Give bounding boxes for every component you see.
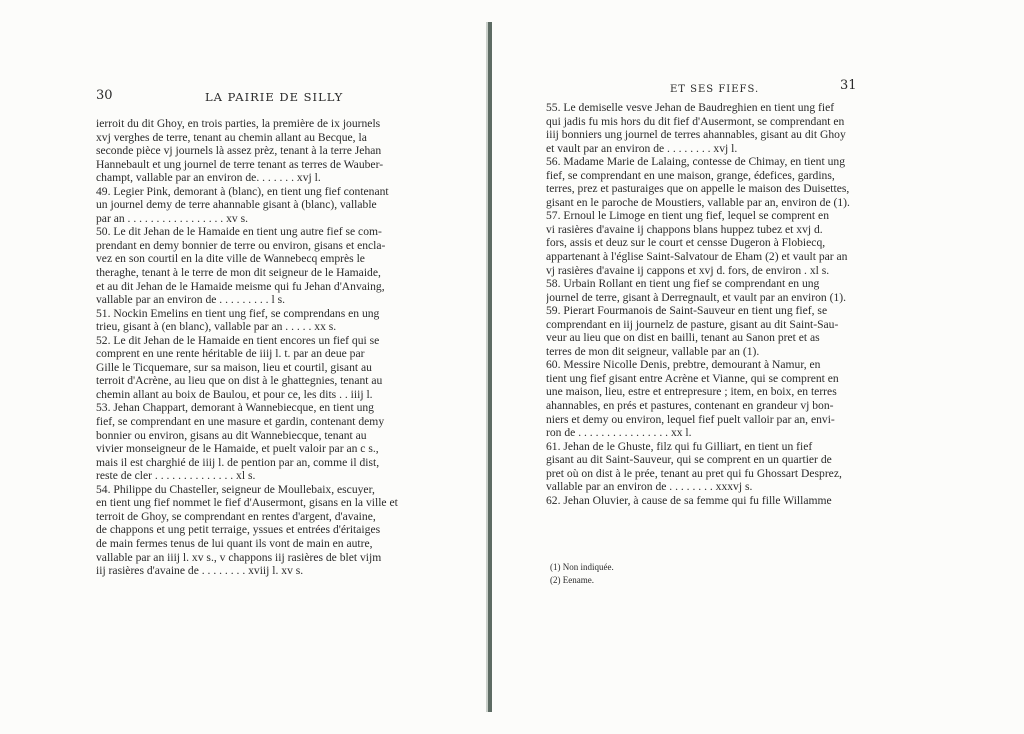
text-line: bonnier ou environ, gisans au dit Wannebiecque, tenant au (96, 428, 367, 442)
text-line: ron de . . . . . . . . . . . . . . . . xx l. (546, 426, 692, 440)
text-line: de main fermes tenus de lui quant ils vont de main en autre, (96, 536, 373, 550)
text-line: un journel demy de terre ahannable gisant à (blanc), vallable (96, 198, 377, 212)
page-body (546, 101, 862, 507)
text-line: terres, prez et pasturaiges que on appelle le maison des Duisettes, (546, 182, 850, 196)
text-line: pret où on dist à le prée, tenant au pret qui fu Ghossart Desprez, (546, 466, 842, 480)
left-page (0, 0, 486, 734)
text-line: vallable par an iiij l. xv s., v chappons iij rasières de blet vijm (96, 550, 382, 564)
text-line: 62. Jehan Oluvier, à cause de sa femme qui fu fille Willamme (546, 493, 832, 507)
text-line: vallable par an environ de . . . . . . . . xxxvj s. (546, 480, 753, 494)
text-line: qui jadis fu mis hors du dit fief d'Ausermont, se comprendant en (546, 114, 845, 128)
text-line: une maison, lieu, estre et entrepresure ; item, en boix, en terres (546, 385, 837, 399)
text-line: fors, assis et deuz sur le court et censse Dugeron à Flobiecq, (546, 236, 826, 250)
text-line: vallable par an environ de . . . . . . . . . l s. (96, 293, 285, 307)
right-page (492, 0, 1024, 734)
text-line: 55. Le demiselle vesve Jehan de Baudreghien en tient ung fief (546, 101, 835, 114)
text-line: theraghe, tenant à le terre de mon dit seigneur de le Hamaide, (96, 266, 381, 280)
page-number: 30 (96, 88, 113, 103)
text-line: gisant au dit Saint-Sauveur, qui se comprent en un quartier de (546, 453, 832, 467)
text-line: reste de cler . . . . . . . . . . . . . . xl s. (96, 469, 256, 483)
footnote: (1) Non indiquée. (550, 562, 614, 572)
text-line: terres de mon dit seigneur, vallable par an (1). (546, 344, 760, 358)
text-line: terroit d'Acrène, au lieu que on dist à le ghattegnies, tenant au (96, 374, 383, 388)
text-line: iiij bonniers ung journel de terres ahannables, gisant au dit Ghoy (546, 128, 846, 142)
text-line: 58. Urbain Rollant en tient ung fief se comprendant en ung (546, 277, 820, 291)
text-line: prendant en demy bonnier de terre ou environ, gisans et encla- (96, 238, 386, 252)
text-line: vez en son courtil en la dite ville de Wannebecq emprès le (96, 252, 365, 266)
text-line: seconde pièce vj journels là assez prèz, tenant à la terre Jehan (96, 144, 382, 158)
text-line: 49. Legier Pink, demorant à (blanc), en tient ung fief contenant (96, 184, 389, 198)
text-line: Gille le Ticquemare, sur sa maison, lieu et courtil, gisant au (96, 360, 372, 374)
text-line: mais il est charghié de iiij l. de pention par an, comme il dist, (96, 455, 380, 469)
text-line: et au dit Jehan de le Hamaide meisme qui fu Jehan d'Anvaing, (96, 279, 385, 293)
text-line: gisant en le paroche de Moustiers, vallable par an, environ de (1). (546, 195, 850, 209)
text-line: 51. Nockin Emelins en tient ung fief, se comprendans en ung (96, 306, 380, 320)
text-line: trieu, gisant à (en blanc), vallable par an . . . . . xx s. (96, 320, 337, 334)
text-line: vivier monseigneur de le Hamaide, et puelt valoir par an c s., (96, 442, 379, 456)
text-line: tient ung fief gisant entre Acrène et Vianne, qui se comprent en (546, 371, 839, 385)
footnote: (2) Eename. (550, 575, 594, 585)
running-head: ET SES FIEFS. (670, 84, 760, 95)
text-line: journel de terre, gisant à Derregnault, et vault par an environ (1). (546, 290, 847, 304)
text-line: ierroit du dit Ghoy, en trois parties, la première de ix journels (96, 117, 381, 130)
text-line: veur au lieu que on dist en bailli, tenant au Sanon pret et as (546, 331, 820, 345)
text-line: champt, vallable par an environ de. . . . . . . xvj l. (96, 171, 321, 185)
text-line: 56. Madame Marie de Lalaing, contesse de Chimay, en tient ung (546, 155, 845, 169)
text-line: et vault par an environ de . . . . . . . . xvj l. (546, 141, 738, 155)
text-line: iij rasières d'avaine de . . . . . . . . xviij l. xv s. (96, 564, 304, 578)
text-line: ahannables, en prés et pastures, contenant en grandeur vj bon- (546, 399, 834, 413)
running-head: LA PAIRIE DE SILLY (205, 90, 344, 104)
text-line: appartenant à l'église Saint-Salvatour de Eham (2) et vault par an (546, 250, 848, 264)
page-number: 31 (840, 78, 857, 93)
text-line: vi rasières d'avaine ij chappons blans huppez tubez et xvj d. (546, 222, 823, 236)
text-line: xvj verghes de terre, tenant au chemin allant au Becque, la (96, 130, 367, 144)
text-line: 61. Jehan de le Ghuste, filz qui fu Gilliart, en tient un fief (546, 439, 813, 453)
text-line: terroit de Ghoy, se comprendant en rentes d'argent, d'avaine, (96, 509, 376, 523)
text-line: comprendant en iij journelz de pasture, gisant au dit Saint-Sau- (546, 317, 839, 331)
footnotes (550, 561, 614, 587)
text-line: fief, se comprendant en une maison, grange, édefices, gardins, (546, 168, 835, 182)
text-line: 54. Philippe du Chasteller, seigneur de Moullebaix, escuyer, (96, 482, 375, 496)
text-line: en tient ung fief nommet le fief d'Ausermont, gisans en la ville et (96, 496, 398, 510)
text-line: fief, se comprendant en une masure et gardin, contenant demy (96, 415, 385, 429)
text-line: 50. Le dit Jehan de le Hamaide en tient ung autre fief se com- (96, 225, 382, 239)
page-body (96, 117, 418, 578)
text-line: comprent en une rente héritable de iiij l. t. par an deue par (96, 347, 365, 361)
text-line: 53. Jehan Chappart, demorant à Wannebiecque, en tient ung (96, 401, 374, 415)
text-line: de chappons et ung petit terraige, yssues et entrées d'éritaiges (96, 523, 381, 537)
text-line: 57. Ernoul le Limoge en tient ung fief, lequel se comprent en (546, 209, 829, 223)
text-line: vj rasières d'avaine ij cappons et xvj d. fors, de environ . xl s. (546, 263, 830, 277)
text-line: chemin allant au boix de Baulou, et pour ce, les dits . . iiij l. (96, 387, 373, 401)
text-line: par an . . . . . . . . . . . . . . . . . xv s. (96, 211, 248, 225)
text-line: niers et demy ou environ, lequel fief puelt valloir par an, envi- (546, 412, 835, 426)
text-line: 59. Pierart Fourmanois de Saint-Sauveur en tient ung fief, se (546, 304, 828, 318)
text-line: 52. Le dit Jehan de le Hamaide en tient encores un fief qui se (96, 333, 380, 347)
text-line: Hannebault et ung journel de terre tenant as terres de Wauber- (96, 157, 384, 171)
text-line: 60. Messire Nicolle Denis, prebtre, demourant à Namur, en (546, 358, 821, 372)
